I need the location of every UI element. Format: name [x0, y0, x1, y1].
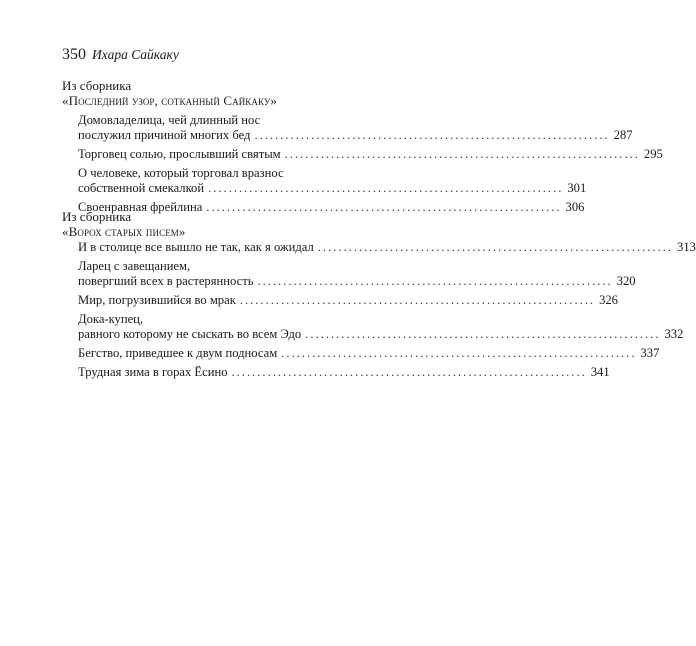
- entry-title: И в столице все вышло не так, как я ожидал: [78, 240, 314, 254]
- dot-leader: .....................................................................: [206, 200, 562, 214]
- entry-title: Мир, погрузившийся во мрак: [78, 293, 236, 307]
- entry-title: Своенравная фрейлина: [78, 200, 203, 214]
- toc-entry[interactable]: [78, 365, 610, 380]
- dot-leader: .....................................................................: [231, 365, 587, 379]
- dot-leader: .....................................................................: [208, 181, 564, 195]
- entry-page-number: 332: [664, 327, 684, 341]
- entry-page-number: 306: [565, 200, 585, 214]
- entry-title: равного которому не сыскать во всем Эдо: [78, 327, 302, 341]
- toc-entry[interactable]: [78, 312, 684, 342]
- page-number: 350: [62, 46, 86, 63]
- collection-title: «Ворох старых писем»: [62, 224, 186, 239]
- dot-leader: .....................................................................: [254, 128, 610, 142]
- entry-title: Трудная зима в горах Ёсино: [78, 365, 228, 379]
- entry-page-number: 337: [640, 346, 660, 360]
- dot-leader: .....................................................................: [317, 240, 674, 254]
- entry-page-number: 287: [613, 128, 633, 142]
- toc-entry[interactable]: [78, 346, 660, 361]
- entry-title-line1: Дока-купец,: [78, 312, 144, 326]
- toc-entry[interactable]: [78, 147, 663, 162]
- entry-page-number: 326: [599, 293, 618, 307]
- collection-title: «Последний узор, сотканный Сайкаку»: [62, 93, 277, 108]
- dot-leader: .....................................................................: [239, 293, 596, 307]
- entry-title-line1: Домовладелица, чей длинный нос: [78, 113, 261, 127]
- entry-title-line1: О человеке, который торговал вразнос: [78, 166, 284, 180]
- toc-list-1: [78, 113, 663, 215]
- toc-entry[interactable]: [78, 166, 587, 196]
- entry-title: послужил причиной многих бед: [78, 128, 251, 142]
- dot-leader: .....................................................................: [305, 327, 661, 341]
- entry-page-number: 295: [643, 147, 663, 161]
- toc-entry[interactable]: [78, 259, 636, 289]
- toc-entry[interactable]: [78, 240, 696, 255]
- section-label: Из сборника: [62, 209, 132, 224]
- toc-entry[interactable]: [78, 113, 633, 143]
- page-header: [62, 46, 179, 64]
- entry-title: собственной смекалкой: [78, 181, 205, 195]
- entry-title: Бегство, приведшее к двум подносам: [78, 346, 278, 360]
- section-heading-2: [62, 209, 186, 239]
- entry-title-line1: Ларец с завещанием,: [78, 259, 191, 273]
- entry-title: Торговец солью, прослывший святым: [78, 147, 281, 161]
- entry-page-number: 320: [616, 274, 636, 288]
- entry-page-number: 313: [677, 240, 696, 254]
- entry-page-number: 301: [567, 181, 587, 195]
- entry-page-number: 341: [590, 365, 610, 379]
- entry-title: повергший всех в растерянность: [78, 274, 254, 288]
- dot-leader: .....................................................................: [284, 147, 640, 161]
- dot-leader: .....................................................................: [281, 346, 637, 360]
- section-label: Из сборника: [62, 78, 132, 93]
- dot-leader: .....................................................................: [257, 274, 613, 288]
- running-title: Ихара Сайкаку: [92, 47, 179, 62]
- toc-list-2: [78, 240, 696, 380]
- toc-entry[interactable]: [78, 293, 618, 308]
- section-heading-1: [62, 78, 277, 108]
